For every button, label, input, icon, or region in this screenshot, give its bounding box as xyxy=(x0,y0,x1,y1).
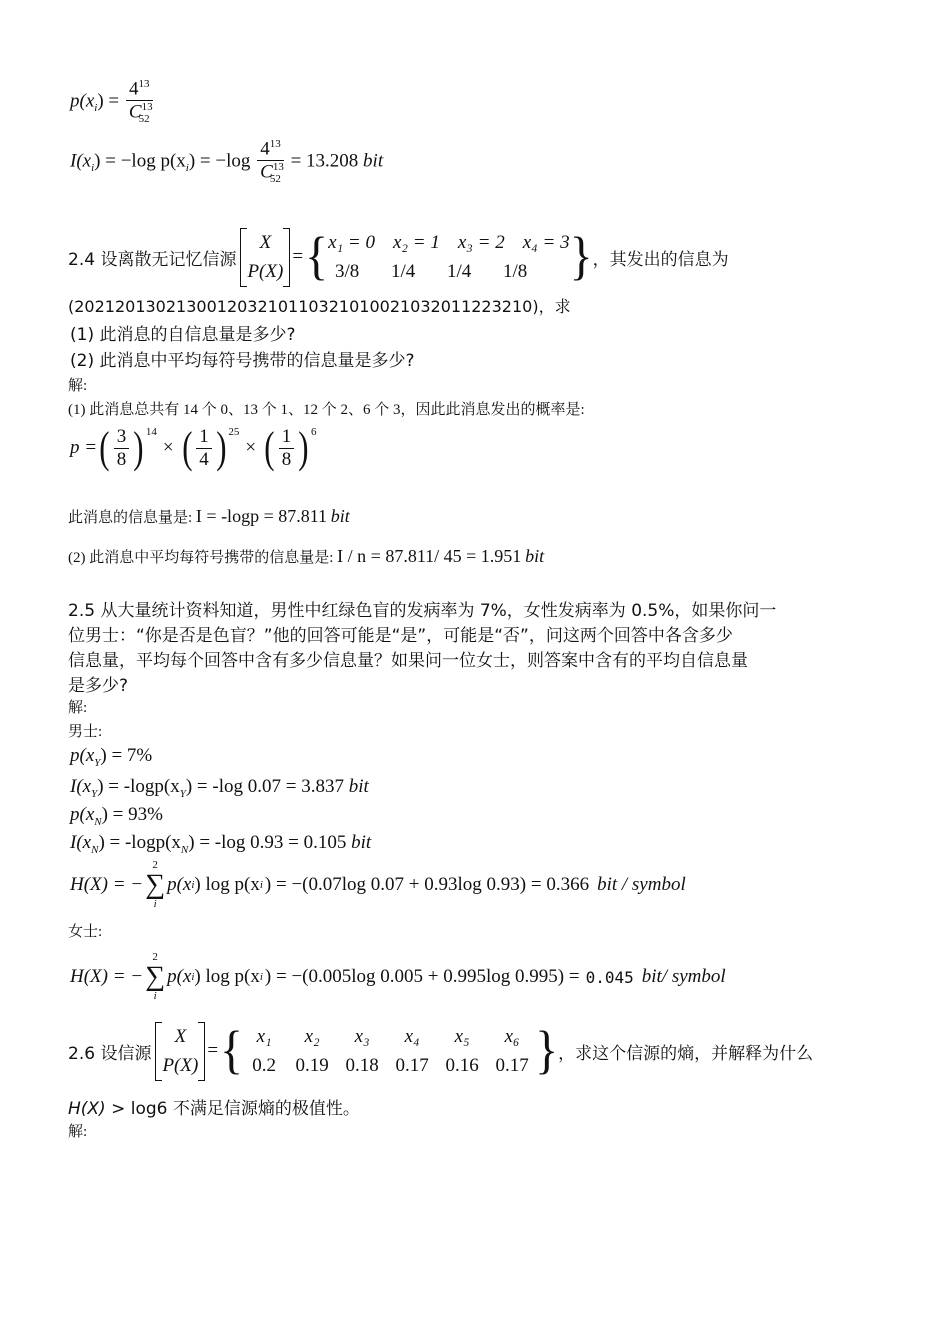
eq-hx-male: H(X) = − 2 ∑ i p(x i ) log p(x i ) = −(0.07log 0.07 + 0.93log 0.93) = 0.366 bit / symbol xyxy=(70,859,686,910)
fraction: $\frac{4^{13}}{C^{13}_{52}}$ xyxy=(257,138,284,186)
left-brace: { xyxy=(305,227,329,287)
q24-values-row: x₁ = 0 x₂ = 1 x₃ = 2 x₄ = 3 xyxy=(328,232,570,253)
q25-line1: 2.5 从大量统计资料知道，男性中红绿色盲的发病率为 7%，女性发病率为 0.5%，如果你问一 xyxy=(68,601,777,621)
q24-part2: (2) 此消息中平均每符号携带的信息量是: I / n = 87.811/ 45 = 1.951 bit xyxy=(68,546,545,566)
fraction: $\frac{4^{13}}{C^{13}_{52}}$ xyxy=(126,78,153,126)
q24-jie: 解: xyxy=(68,378,88,394)
eq-i-xi: $I(x_i) = -\log$ $p(x_i) = -\log$ $\frac{4^{13}}{C^{13}_{52}}$ = 13.208 bit xyxy=(70,138,384,186)
q24-heading: 2.4 设离散无记忆信源 X P(X) = { x₁ = 0 x₂ = 1 x₃ = 2 x₄ = 3 3/8 1/4 1/4 1/8 } ，其发出的信息为 xyxy=(68,227,729,287)
q24-prob-expr: p = ( $\frac{3}{8}$ ) $^{14}$ × ( $\frac{1}{4}$ ) $^{25}$ × ( $\frac{1}{8}$ ) $^6$ xyxy=(70,423,317,473)
q24-probs-row: 3/8 1/4 1/4 1/8 xyxy=(334,261,528,283)
q26-matrix: X P(X) xyxy=(155,1022,205,1081)
q26-heading: 2.6 设信源 X P(X) = { x₁ x₂ x₃ x₄ x₅ x₆ 0.2 0.19 0.18 0.17 0.16 0.17 } ，求这个信源的熵，并解释为什么 xyxy=(68,1021,814,1081)
eq-p-xi-lhs: p(x xyxy=(70,90,95,112)
eq-p-xn: $p(x_N) = 93\%$ xyxy=(70,804,163,828)
q26-suffix: ，求这个信源的熵，并解释为什么 xyxy=(558,1043,814,1064)
q24-info: 此消息的信息量是: I = -logp = 87.811 bit xyxy=(68,506,350,526)
q26-distribution xyxy=(243,1022,535,1081)
left-brace: { xyxy=(220,1021,244,1081)
q24-suffix: ，其发出的信息为 xyxy=(592,249,729,270)
sum-symbol: 2 ∑ i xyxy=(145,951,166,1002)
eq-p-xy: $p(x_Y) = 7\%$ xyxy=(70,745,153,769)
q24-prefix: 2.4 设离散无记忆信源 xyxy=(68,249,237,270)
q24-sub2: (2) 此消息中平均每符号携带的信息量是多少? xyxy=(70,351,415,371)
eq-i-xy: $I(x_Y) = -\log p(x_Y) = -\log$ 0.07 = 3.837 bit xyxy=(70,776,369,800)
q26-vars-row: x₁ x₂ x₃ x₄ x₅ x₆ xyxy=(256,1026,520,1047)
q24-sub1: (1) 此消息的自信息量是多少? xyxy=(70,325,296,345)
q24-message: (202120130213001203210110321010021032011223210)，求 xyxy=(68,297,571,316)
right-brace: } xyxy=(569,227,593,287)
q25-line4: 是多少? xyxy=(68,676,129,696)
eq-i-xn: $I(x_N) = -\log p(x_N) = -\log$ 0.93 = 0.105 bit xyxy=(70,832,372,856)
q24-part1: (1) 此消息总共有 14 个 0、13 个 1、12 个 2、6 个 3，因此此消息发出的概率是: xyxy=(68,402,585,418)
right-brace: } xyxy=(535,1021,559,1081)
q26-line2: H(X) > log6 不满足信源熵的极值性。 xyxy=(68,1099,360,1119)
q25-female-label: 女士: xyxy=(68,924,103,940)
q25-male-label: 男士: xyxy=(68,724,103,740)
eq-p-xi: $p(x_i)$ = $\frac{4^{13}}{C^{13}_{52}}$ xyxy=(70,78,153,126)
q26-prefix: 2.6 设信源 xyxy=(68,1043,152,1064)
q26-probs-row: 0.2 0.19 0.18 0.17 0.16 0.17 xyxy=(252,1055,529,1077)
q25-line2: 位男士：“你是否是色盲？”他的回答可能是“是”，可能是“否”，问这两个回答中各含多少 xyxy=(68,626,733,646)
q24-distribution xyxy=(328,228,570,287)
q25-jie: 解: xyxy=(68,700,88,716)
eq-hx-female: H(X) = − 2 ∑ i p(x i ) log p(x i ) = −(0.005log 0.005 + 0.995log 0.995) = 0.045 bit/ symbol xyxy=(70,951,726,1002)
q25-line3: 信息量，平均每个回答中含有多少信息量？如果问一位女士，则答案中含有的平均自信息量 xyxy=(68,651,748,671)
q24-matrix: X P(X) xyxy=(240,228,290,287)
sum-symbol: 2 ∑ i xyxy=(145,859,166,910)
q26-jie: 解: xyxy=(68,1124,88,1140)
